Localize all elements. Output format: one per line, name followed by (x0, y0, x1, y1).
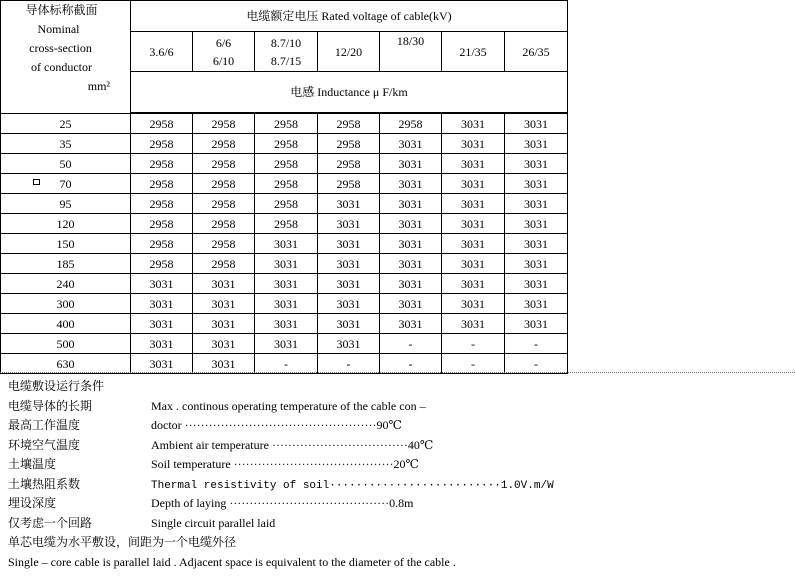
cross-section-value: 25 (59, 116, 72, 131)
inductance-cell: 2958 (255, 154, 318, 174)
inductance-cell: 2958 (318, 134, 380, 154)
inductance-cell: 3031 (193, 354, 255, 374)
inductance-cell: 3031 (380, 214, 442, 234)
inductance-cell: 2958 (131, 194, 193, 214)
table-row (1, 334, 568, 354)
header-inductance-unit: 电感 Inductance μ F/km (131, 72, 568, 113)
cross-section-value: 120 (56, 216, 75, 231)
header-cross-section-en-1: Nominal (37, 22, 80, 36)
header-cross-section-unit: mm² (87, 79, 110, 93)
inductance-cell: - (380, 354, 442, 374)
inductance-cell: 3031 (505, 234, 568, 254)
inductance-cell: 3031 (380, 174, 442, 194)
inductance-cell: 3031 (380, 254, 442, 274)
inductance-cell: 3031 (442, 174, 505, 194)
condition-label-cn: 仅考虑一个回路 (8, 515, 93, 530)
inductance-cell: 3031 (318, 334, 380, 354)
inductance-cell: 2958 (193, 234, 255, 254)
inductance-cell: 3031 (255, 274, 318, 294)
inductance-cell: 2958 (193, 194, 255, 214)
condition-line (8, 514, 788, 534)
table-row (1, 134, 568, 154)
cross-section-cell (1, 114, 131, 134)
condition-label-cn: 环境空气温度 (8, 437, 81, 452)
laying-conditions-title: 电缆敷设运行条件 (8, 379, 105, 393)
voltage-header-cell (318, 32, 380, 72)
inductance-cell: 2958 (193, 154, 255, 174)
condition-label-cn: 土壤热阻系数 (8, 476, 81, 491)
inductance-cell: 3031 (380, 194, 442, 214)
condition-line (8, 436, 788, 456)
cross-section-value: 400 (56, 316, 75, 331)
cross-section-value: 630 (56, 356, 75, 371)
cross-section-value: 240 (56, 276, 75, 291)
inductance-cell: 3031 (193, 314, 255, 334)
condition-label-en: Single circuit parallel laid (151, 515, 276, 530)
inductance-cell: - (380, 334, 442, 354)
header-cross-section-en-2: cross-section (29, 41, 92, 55)
voltage-header-cell (193, 32, 255, 72)
cross-section-cell (1, 274, 131, 294)
inductance-cell: 3031 (255, 254, 318, 274)
voltage-header-cell (131, 32, 193, 72)
inductance-cell: 3031 (318, 194, 380, 214)
inductance-cell: 2958 (318, 174, 380, 194)
condition-label-cn: 埋设深度 (8, 496, 57, 510)
inductance-cell: 2958 (318, 114, 380, 134)
inductance-cell: 2958 (193, 134, 255, 154)
voltage-label-line1: 21/35 (459, 44, 487, 59)
table-row (1, 234, 568, 254)
inductance-cell: 3031 (380, 274, 442, 294)
cross-section-value: 150 (56, 236, 75, 251)
inductance-cell: 2958 (193, 214, 255, 234)
inductance-cell: 3031 (193, 334, 255, 354)
inductance-cell: 3031 (131, 294, 193, 314)
cross-section-cell (1, 214, 131, 234)
inductance-cell: 2958 (255, 194, 318, 214)
cross-section-value: 95 (59, 196, 72, 211)
inductance-cell: 3031 (318, 314, 380, 334)
inductance-cell: 3031 (255, 314, 318, 334)
cross-section-value: 35 (59, 136, 72, 151)
inductance-cell: 2958 (255, 134, 318, 154)
inductance-cell: 3031 (380, 294, 442, 314)
table-row (1, 174, 568, 194)
inductance-cell: 2958 (131, 154, 193, 174)
header-cross-section-cn: 导体标称截面 (25, 3, 98, 17)
cross-section-cell (1, 294, 131, 314)
condition-label-cn: 土壤温度 (8, 457, 57, 471)
header-cross-section (1, 1, 131, 114)
inductance-cell: 2958 (255, 214, 318, 234)
header-rated-voltage: 电缆额定电压 Rated voltage of cable(kV) (131, 1, 568, 32)
voltage-label-line1: 12/20 (334, 44, 363, 59)
inductance-table (0, 0, 568, 374)
inductance-cell: 2958 (131, 234, 193, 254)
inductance-cell: 2958 (131, 134, 193, 154)
laying-conditions (8, 377, 788, 572)
cross-section-value: 50 (59, 156, 72, 171)
inductance-cell: 3031 (505, 154, 568, 174)
condition-label-en: Thermal resistivity of soil··························1.0V.m/W (151, 479, 554, 492)
condition-label-cn: 电缆导体的长期 (8, 398, 93, 413)
inductance-cell: 3031 (131, 274, 193, 294)
table-row (1, 214, 568, 234)
inductance-cell: 3031 (505, 114, 568, 134)
inductance-cell: 3031 (442, 274, 505, 294)
inductance-cell: 3031 (193, 274, 255, 294)
condition-line (8, 397, 788, 417)
inductance-cell: - (505, 334, 568, 354)
inductance-cell: - (442, 354, 505, 374)
inductance-cell: 3031 (255, 234, 318, 254)
table-row (1, 254, 568, 274)
inductance-cell: 3031 (442, 314, 505, 334)
voltage-label-line1: 18/30 (396, 34, 425, 48)
cross-section-cell (1, 194, 131, 214)
cross-section-cell (1, 354, 131, 374)
single-core-note-cn: 单芯电缆为水平敷设，间距为一个电缆外径 (8, 535, 237, 549)
single-core-note-en: Single – core cable is parallel laid . Adjacent space is equivalent to the diameter of the cable . (8, 554, 456, 569)
cross-section-cell (1, 234, 131, 254)
inductance-cell: 3031 (318, 274, 380, 294)
inductance-cell: 3031 (131, 314, 193, 334)
inductance-cell: 2958 (255, 114, 318, 134)
inductance-cell: 3031 (505, 134, 568, 154)
inductance-cell: 3031 (318, 214, 380, 234)
inductance-cell: 3031 (318, 254, 380, 274)
inductance-cell: 3031 (505, 174, 568, 194)
inductance-cell: 3031 (318, 294, 380, 314)
inductance-cell: - (318, 354, 380, 374)
inductance-cell: 2958 (131, 114, 193, 134)
inductance-cell: 3031 (505, 194, 568, 214)
table-row (1, 114, 568, 134)
cross-section-cell (1, 314, 131, 334)
cross-section-cell (1, 254, 131, 274)
inductance-cell: 2958 (131, 254, 193, 274)
inductance-cell: 3031 (442, 154, 505, 174)
voltage-label-line2: 8.7/15 (270, 53, 302, 68)
voltage-label-line2: 6/10 (212, 53, 235, 68)
table-row (1, 154, 568, 174)
inductance-cell: 2958 (318, 154, 380, 174)
inductance-cell: 3031 (442, 194, 505, 214)
voltage-label-line1: 6/6 (215, 35, 232, 50)
condition-line (8, 475, 788, 495)
table-row (1, 354, 568, 374)
table-row (1, 194, 568, 214)
condition-label-cn: 最高工作温度 (8, 418, 81, 432)
condition-label-en: Ambient air temperature ··································40℃ (151, 437, 434, 452)
inductance-cell: 3031 (380, 314, 442, 334)
inductance-cell: 3031 (131, 334, 193, 354)
inductance-cell: - (255, 354, 318, 374)
table-row (1, 314, 568, 334)
condition-label-en: Soil temperature ········································20℃ (151, 457, 419, 471)
voltage-header-cell (505, 32, 568, 72)
cross-section-cell (1, 334, 131, 354)
inductance-cell: 3031 (442, 234, 505, 254)
inductance-cell: 3031 (193, 294, 255, 314)
inductance-cell: - (442, 334, 505, 354)
condition-line (8, 416, 788, 436)
square-marker-icon (33, 179, 40, 185)
condition-label-en: Depth of laying ········································0.8m (151, 496, 414, 510)
inductance-cell: 3031 (505, 294, 568, 314)
inductance-cell: 3031 (380, 234, 442, 254)
voltage-label-line1: 26/35 (522, 44, 550, 59)
inductance-cell: 2958 (131, 174, 193, 194)
cross-section-value: 185 (56, 256, 75, 271)
condition-line (8, 455, 788, 475)
header-cross-section-en-3: of conductor (31, 60, 92, 74)
inductance-cell: 3031 (442, 114, 505, 134)
inductance-cell: 3031 (131, 354, 193, 374)
inductance-cell: 2958 (193, 114, 255, 134)
voltage-label-line1: 8.7/10 (270, 35, 302, 50)
inductance-cell: 3031 (318, 234, 380, 254)
inductance-cell: 3031 (442, 214, 505, 234)
inductance-cell: 2958 (131, 214, 193, 234)
inductance-cell: 3031 (505, 214, 568, 234)
inductance-cell: - (505, 354, 568, 374)
inductance-cell: 3031 (255, 294, 318, 314)
table-row (1, 274, 568, 294)
cross-section-cell (1, 134, 131, 154)
header-row-title (1, 1, 568, 32)
inductance-cell: 2958 (255, 174, 318, 194)
voltage-header-cell (442, 32, 505, 72)
cross-section-cell (1, 174, 131, 194)
cross-section-value: 500 (56, 336, 75, 351)
table-body (1, 1, 568, 374)
voltage-header-cell (380, 32, 442, 72)
voltage-label-line1: 3.6/6 (149, 44, 174, 59)
inductance-cell: 3031 (505, 314, 568, 334)
section-divider (0, 372, 795, 373)
inductance-cell: 2958 (380, 114, 442, 134)
cross-section-cell (1, 154, 131, 174)
cross-section-value: 70 (59, 176, 72, 191)
inductance-cell: 3031 (380, 154, 442, 174)
laying-conditions-list (8, 397, 788, 534)
inductance-cell: 2958 (193, 254, 255, 274)
inductance-cell: 3031 (255, 334, 318, 354)
inductance-cell: 3031 (505, 254, 568, 274)
condition-label-en: doctor ················································90℃ (151, 418, 402, 432)
inductance-cell: 3031 (442, 254, 505, 274)
voltage-header-cell (255, 32, 318, 72)
inductance-cell: 2958 (193, 174, 255, 194)
cross-section-value: 300 (56, 296, 75, 311)
table-row (1, 294, 568, 314)
condition-label-en: Max . continous operating temperature of the cable con – (151, 398, 426, 413)
inductance-cell: 3031 (442, 294, 505, 314)
inductance-cell: 3031 (505, 274, 568, 294)
inductance-cell: 3031 (442, 134, 505, 154)
condition-line (8, 494, 788, 514)
inductance-cell: 3031 (380, 134, 442, 154)
